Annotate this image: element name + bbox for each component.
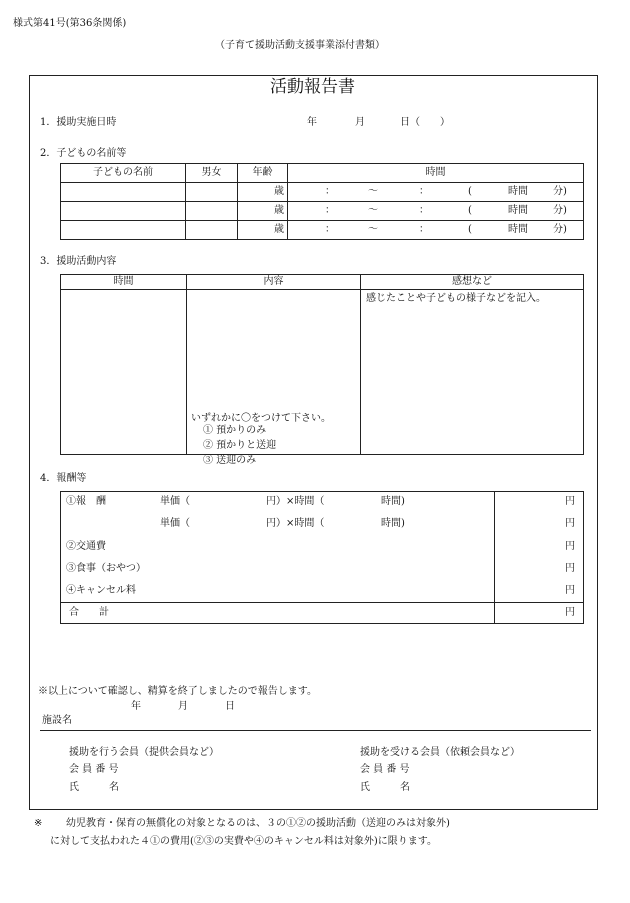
age-cell: 歳 [238,183,288,202]
unit-price-label: 単価（ [160,496,190,507]
header-gender: 男女 [186,164,238,183]
transport-label: ②交通費 [66,541,106,552]
end-colon: ： [419,205,429,216]
instruction-text: いずれかに〇をつけて下さい。 [191,413,331,424]
time-cell [288,202,584,221]
children-header-row [61,164,584,183]
yen-unit: 円 [565,563,575,574]
header-impression: 感想など [361,275,584,290]
header-activity-content: 内容 [187,275,361,290]
impression-note: 感じたことや子どもの様子などを記入。 [366,293,546,304]
minutes-label: 分) [553,205,567,216]
total-label: 合 計 [61,603,495,624]
provider-member-no: 会 員 番 号 [69,764,119,775]
facility-label: 施設名 [42,715,72,726]
option-2: ② 預かりと送迎 [203,440,277,451]
reward-items-cell [61,492,495,603]
hours-label: 時間 [508,205,528,216]
tilde: ～ [368,205,378,216]
section2-heading: 2．子どもの名前等 [40,148,127,159]
gender-cell[interactable] [186,221,238,240]
children-table [60,163,584,240]
total-yen: 円 [495,603,584,624]
confirm-month: 月 [178,701,188,712]
reward-amount-cell [495,492,584,603]
activity-header-row [61,275,584,290]
form-number: 様式第41号(第36条関係) [13,18,127,29]
paren-open: ( [468,224,472,235]
section1-heading: 1．援助実施日時 [40,117,117,128]
header-time: 時間 [288,164,584,183]
yen-unit: 円 [565,496,575,507]
confirm-text: ※以上について確認し、精算を終了しましたので報告します。 [38,686,317,697]
reward-label: ①報 酬 [66,496,106,507]
age-cell: 歳 [238,221,288,240]
receiver-name: 氏 名 [360,782,410,793]
child-name-cell[interactable] [61,183,186,202]
reward-table [60,491,584,624]
provider-name: 氏 名 [69,782,119,793]
header-age: 年齢 [238,164,288,183]
minutes-label: 分) [553,224,567,235]
age-cell: 歳 [238,202,288,221]
footnote-line-1: 幼児教育・保育の無償化の対象となるのは、３の①②の援助活動（送迎のみは対象外) [66,818,450,829]
page-title: 活動報告書 [270,77,355,97]
yen-unit: 円 [565,585,575,596]
header-activity-time: 時間 [61,275,187,290]
activity-row [61,290,584,455]
yen-unit: 円 [565,518,575,529]
end-colon: ： [419,224,429,235]
cancel-label: ④キャンセル料 [66,585,136,596]
start-colon: ： [325,186,335,197]
hours-label: 時間 [508,186,528,197]
unit-price-label: 単価（ [160,518,190,529]
option-1: ① 預かりのみ [203,425,267,436]
activity-time-cell[interactable] [61,290,187,455]
minutes-label: 分) [553,186,567,197]
start-colon: ： [325,205,335,216]
activity-content-cell[interactable] [187,290,361,466]
time-cell [288,221,584,240]
paren-open: ( [468,205,472,216]
footnote-line-2: に対して支払われた４①の費用(②③の実費や④のキャンセル料は対象外)に限ります。 [50,836,438,847]
hours-close: 時間) [381,518,405,529]
child-name-cell[interactable] [61,221,186,240]
section3-heading: 3．援助活動内容 [40,256,117,267]
s1-month-label: 月 [355,117,365,128]
confirm-year: 年 [131,701,141,712]
confirm-day: 日 [225,701,235,712]
receiver-label: 援助を受ける会員（依頼会員など） [360,747,520,758]
tilde: ～ [368,186,378,197]
start-colon: ： [325,224,335,235]
time-cell [288,183,584,202]
impression-cell[interactable] [361,290,584,455]
form-category: （子育て援助活動支援事業添付書類） [215,40,385,51]
gender-cell[interactable] [186,183,238,202]
yen-unit: 円 [565,541,575,552]
meal-label: ③食事（おやつ） [66,563,146,574]
option-3: ③ 送迎のみ [203,455,257,466]
tilde: ～ [368,224,378,235]
table-row [61,183,584,202]
paren-open: ( [468,186,472,197]
total-row [61,603,584,624]
s1-day-label: 日（ ） [400,117,450,128]
yen-times-hours: 円）×時間（ [266,496,325,507]
gender-cell[interactable] [186,202,238,221]
activity-table [60,274,584,466]
footnote-mark: ※ [34,818,43,829]
table-row [61,221,584,240]
facility-underline [40,730,591,731]
table-row [61,202,584,221]
reward-block-row [61,492,584,603]
receiver-member-no: 会 員 番 号 [360,764,410,775]
header-child-name: 子どもの名前 [61,164,186,183]
section4-heading: 4．報酬等 [40,473,87,484]
hours-label: 時間 [508,224,528,235]
yen-times-hours: 円）×時間（ [266,518,325,529]
provider-label: 援助を行う会員（提供会員など） [69,747,219,758]
end-colon: ： [419,186,429,197]
hours-close: 時間) [381,496,405,507]
child-name-cell[interactable] [61,202,186,221]
s1-year-label: 年 [307,117,317,128]
